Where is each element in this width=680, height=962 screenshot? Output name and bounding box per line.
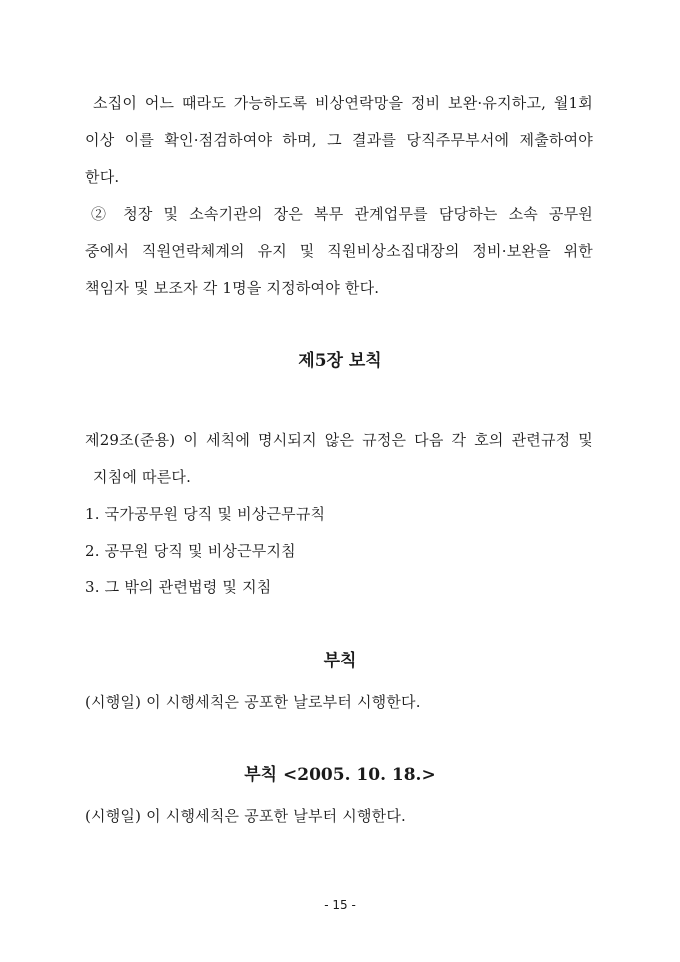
body-text-line: 한다. [85,168,120,186]
addendum-text: (시행일) 이 시행세칙은 공포한 날로부터 시행한다. [85,693,421,711]
body-text-line: ② 청장 및 소속기관의 장은 복무 관계업무를 담당하는 소속 공무원 [91,205,593,223]
body-text-line: 중에서 직원연락체계의 유지 및 직원비상소집대장의 정비·보완을 위한 [85,242,593,260]
article-text-line: 지침에 따른다. [93,468,192,486]
body-text-line: 소집이 어느 때라도 가능하도록 비상연락망을 정비 보완·유지하고, 월1회 [93,94,593,112]
chapter-heading: 제5장 보칙 [298,351,382,371]
addendum-heading: 부칙 [323,651,357,671]
addendum-heading: 부칙 <2005. 10. 18.> [244,765,436,785]
article-text-line: 제29조(준용) 이 세칙에 명시되지 않은 규정은 다음 각 호의 관련규정 및 [85,431,593,449]
list-item: 1. 국가공무원 당직 및 비상근무규칙 [85,505,326,523]
body-text-line: 책임자 및 보조자 각 1명을 지정하여야 한다. [85,279,380,297]
page-number: - 15 - [324,898,356,912]
body-text-line: 이상 이를 확인·점검하여야 하며, 그 결과를 당직주무부서에 제출하여야 [85,131,593,149]
list-item: 3. 그 밖의 관련법령 및 지침 [85,578,272,596]
addendum-text: (시행일) 이 시행세칙은 공포한 날부터 시행한다. [85,807,407,825]
list-item: 2. 공무원 당직 및 비상근무지침 [85,542,296,560]
